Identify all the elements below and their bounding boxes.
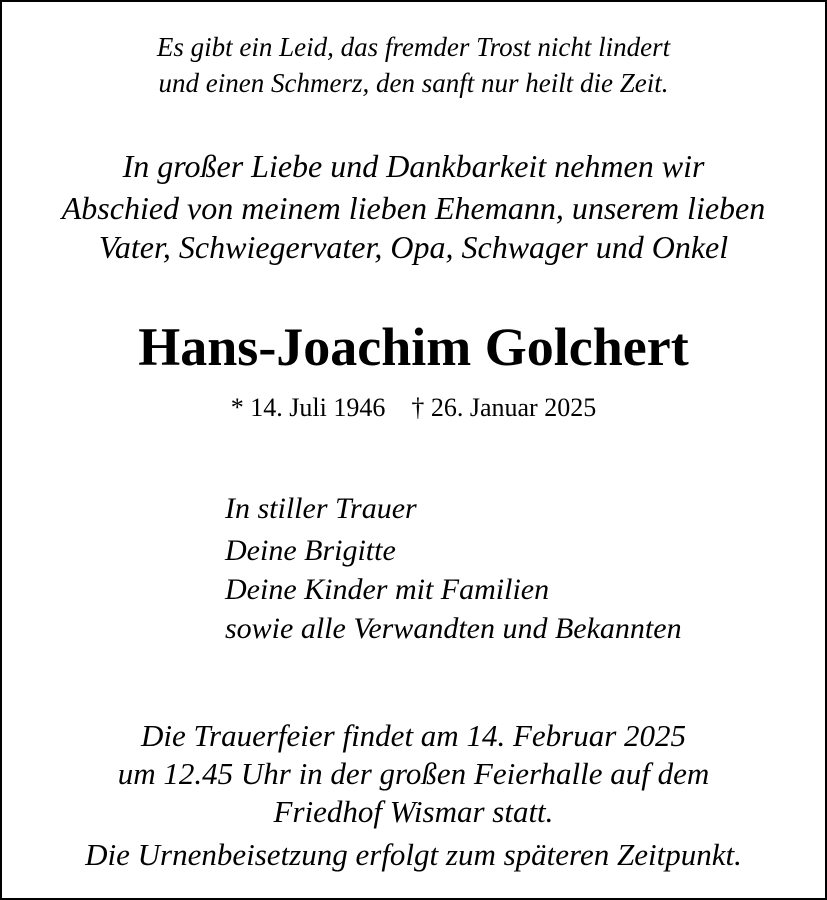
mourners-block — [225, 489, 682, 648]
mourners-heading: In stiller Trauer — [225, 492, 417, 525]
deceased-name: Hans-Joachim Golchert — [138, 317, 689, 377]
ceremony-line-3: Friedhof Wismar statt. — [273, 794, 554, 829]
motto-line-2: und einen Schmerz, den sanft nur heilt die Zeit. — [158, 68, 669, 98]
ceremony-line-4: Die Urnenbeisetzung erfolgt zum späteren Zeitpunkt. — [85, 837, 742, 872]
mourner-line-2: Deine Kinder mit Familien — [225, 573, 550, 606]
ceremony-line-2: um 12.45 Uhr in der großen Feierhalle auf dem — [117, 756, 710, 791]
death-date: † 26. Januar 2025 — [411, 393, 597, 422]
motto-line-1: Es gibt ein Leid, das fremder Trost nicht lindert — [156, 32, 671, 62]
mourner-line-3: sowie alle Verwandten und Bekannten — [225, 612, 682, 645]
life-dates — [0, 392, 827, 424]
intro-line-2: Abschied von meinem lieben Ehemann, unserem lieben — [61, 190, 766, 226]
intro-line-3: Vater, Schwiegervater, Opa, Schwager und Onkel — [98, 229, 729, 265]
intro-line-1: In großer Liebe und Dankbarkeit nehmen wir — [122, 148, 705, 184]
ceremony-line-1: Die Trauerfeier findet am 14. Februar 2025 — [140, 718, 687, 753]
mourner-line-1: Deine Brigitte — [225, 534, 396, 567]
birth-date: * 14. Juli 1946 — [230, 393, 386, 422]
